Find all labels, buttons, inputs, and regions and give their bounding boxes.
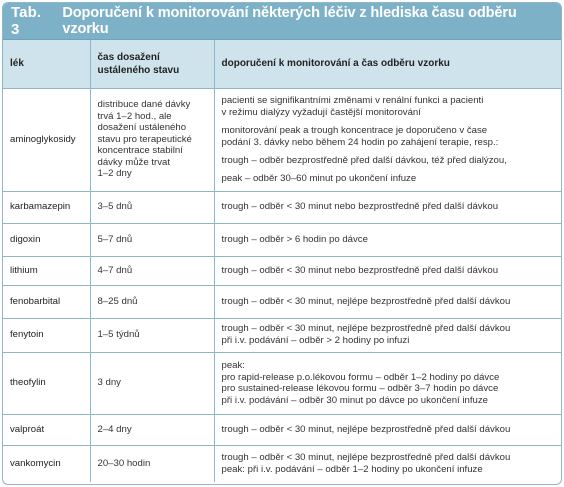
recommendation-line: trough – odběr bezprostředně před další dávkou, též před dialýzou, [221, 154, 507, 166]
time-line: dosažení ustáleného [97, 122, 187, 134]
header-recommendation: doporučení k monitorování a čas odběru vzorku [214, 40, 561, 88]
drug-cell: karbamazepin [3, 191, 90, 223]
recommendation-line: podání 3. dávky nebo během 24 hodin po zahájení terapie, resp.: [221, 136, 499, 148]
header-drug: lék [3, 40, 90, 88]
recommendation-line: peak – odběr 30–60 minut po ukončení infuze [221, 172, 417, 184]
drug-cell: fenobarbital [3, 285, 90, 318]
drug-cell: digoxin [3, 223, 90, 256]
recommendation-line: trough – odběr < 30 minut nebo bezprostředně před další dávkou [221, 201, 499, 212]
table-row [3, 318, 561, 352]
recommendation-paragraph [222, 125, 555, 149]
recommendation-line: trough – odběr < 30 minut, nejlépe bezprostředně před další dávkou [221, 423, 511, 435]
time-line: dávky může trvat [97, 156, 171, 168]
recommendation-line: při i.v. podávání – odběr > 2 hodiny po infuzi [221, 335, 410, 346]
time-line: stavu pro terapeutické [97, 133, 192, 145]
time-cell: 4–7 dnů [90, 256, 214, 285]
time-cell [90, 88, 214, 191]
table-row [3, 352, 561, 414]
table-row [3, 414, 561, 445]
recommendation-line: monitorování peak a trough koncentrace je doporučeno v čase [221, 124, 488, 136]
table-row [3, 223, 561, 256]
recommendation-line: v režimu dialýzy vyžadují častější monitorování [221, 106, 421, 118]
recommendation-cell [214, 191, 561, 223]
recommendation-paragraph [222, 155, 555, 167]
recommendation-cell [214, 223, 561, 256]
time-cell: 5–7 dnů [90, 223, 214, 256]
table-row [3, 88, 561, 191]
drug-cell: theofylin [3, 352, 90, 414]
table-row [3, 285, 561, 318]
time-cell: 2–4 dny [90, 414, 214, 445]
recommendation-paragraph [222, 173, 555, 185]
recommendation-line: trough – odběr < 30 minut, nejlépe bezprostředně před další dávkou [221, 295, 511, 307]
recommendation-cell [214, 256, 561, 285]
table-title: Doporučení k monitorování některých léčiv z hlediska času odběru vzorku [62, 5, 517, 37]
recommendation-line: pacienti se signifikantními změnami v renální funkci a pacienti [221, 94, 484, 106]
recommendation-line: trough – odběr < 30 minut, nejlépe bezprostředně před další dávkou [221, 323, 511, 334]
drug-cell: lithium [3, 256, 90, 285]
header-row [3, 40, 561, 88]
table-container [2, 2, 562, 485]
recommendation-cell [214, 414, 561, 445]
recommendation-line: pro sustained-release lékovou formu – odběr 3–7 hodin po dávce [221, 383, 499, 394]
recommendation-cell [214, 352, 561, 414]
recommendation-line: při i.v. podávání – odběr 30 minut po dávce po ukončení infuze [221, 394, 488, 406]
time-cell: 3 dny [90, 352, 214, 414]
recommendation-cell [214, 445, 561, 482]
drug-cell: valproát [3, 414, 90, 445]
monitoring-table [3, 40, 561, 482]
time-line: koncentrace stabilní [97, 145, 183, 157]
recommendation-cell [214, 285, 561, 318]
recommendation-line: trough – odběr < 30 minut nebo bezprostředně před další dávkou [221, 264, 499, 276]
recommendation-line: trough – odběr > 6 hodin po dávce [221, 233, 368, 245]
time-line: distribuce dané dávky [97, 99, 191, 111]
time-line: trvá 1–2 hod., ale [97, 110, 172, 122]
recommendation-line: peak: [221, 360, 245, 371]
table-title-bar [3, 3, 561, 40]
drug-cell: fenytoin [3, 318, 90, 352]
header-steady-state-line2: ustáleného stavu [97, 64, 180, 76]
recommendation-line: pro rapid-release p.o.lékovou formu – odběr 1–2 hodiny po dávce [221, 371, 500, 383]
table-row [3, 191, 561, 223]
time-cell: 8–25 dnů [90, 285, 214, 318]
time-cell: 20–30 hodin [90, 445, 214, 482]
recommendation-cell [214, 318, 561, 352]
drug-cell: vankomycin [3, 445, 90, 482]
time-line: 1–2 dny [97, 168, 132, 180]
recommendation-line: trough – odběr < 30 minut, nejlépe bezprostředně před další dávkou [221, 451, 511, 463]
table-row [3, 445, 561, 482]
recommendation-cell [214, 88, 561, 191]
header-steady-state-line1: čas dosažení [97, 51, 160, 63]
header-steady-state [90, 40, 214, 88]
time-cell: 1–5 týdnů [90, 318, 214, 352]
table-number: Tab. 3 [11, 4, 42, 38]
drug-cell: aminoglykosidy [3, 88, 90, 191]
recommendation-paragraph [222, 95, 555, 119]
recommendation-line: peak: při i.v. podávání – odběr 1–2 hodiny po ukončení infuze [221, 463, 483, 475]
time-cell: 3–5 dnů [90, 191, 214, 223]
table-row [3, 256, 561, 285]
